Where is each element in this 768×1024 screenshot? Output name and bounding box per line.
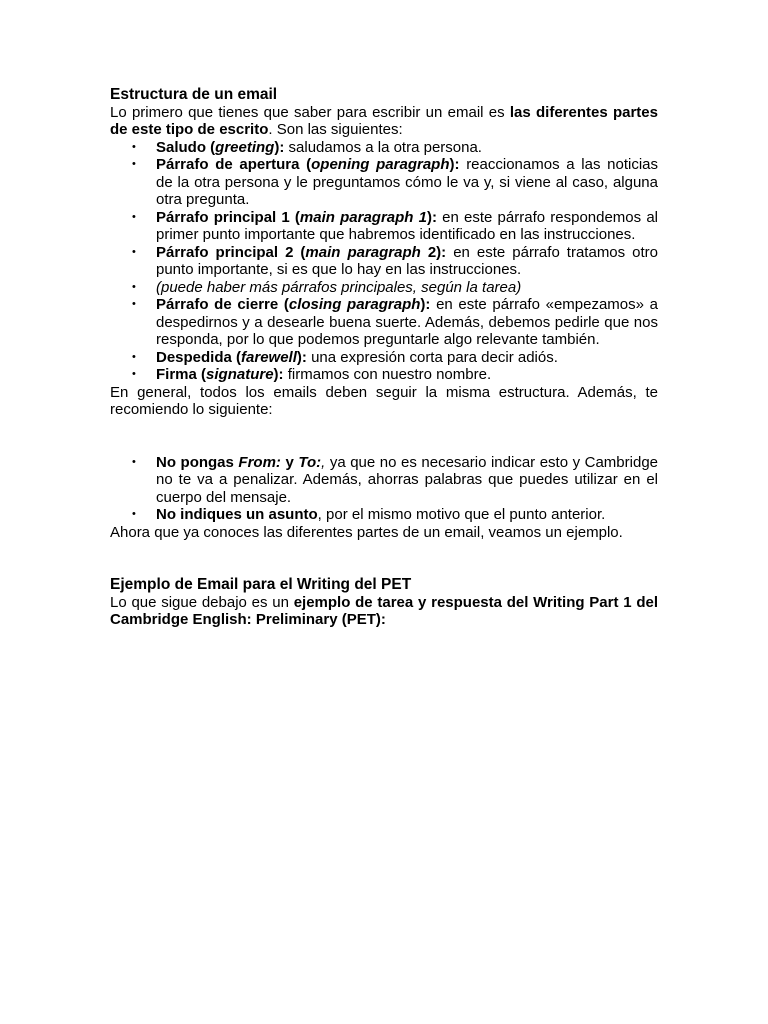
blank-line — [110, 419, 658, 454]
item-bold-italic: signature — [206, 366, 274, 383]
item-bold: ): — [426, 208, 437, 226]
tip-bold: No pongas — [156, 453, 239, 471]
tip-text: , por el mismo motivo que el punto anterior. — [317, 506, 606, 523]
item-text: una expresión corta para decir adiós. — [306, 348, 558, 366]
item-bold-italic: closing paragraph — [288, 296, 421, 313]
tip-bold-italic: From: — [238, 453, 281, 471]
structure-list — [110, 139, 658, 384]
item-bold: Párrafo de cierre ( — [156, 296, 289, 313]
item-bold-italic: main paragraph — [305, 243, 421, 261]
tip-bold-italic: To: — [298, 453, 322, 471]
item-bold: ): — [274, 138, 285, 156]
item-bold: Saludo ( — [156, 138, 216, 156]
item-bold-italic: greeting — [215, 138, 275, 156]
intro-paragraph — [110, 104, 658, 139]
tip-bold: No indiques un asunto — [156, 506, 318, 523]
item-bold: Despedida ( — [156, 348, 242, 366]
item-text: en este párrafo tratamos otro punto importante, si es que lo hay en las instrucciones. — [156, 243, 659, 278]
list-item-apertura — [110, 156, 658, 209]
item-italic: (puede haber más párrafos principales, según la tarea) — [156, 278, 522, 296]
item-bold: Párrafo principal 2 ( — [156, 243, 306, 261]
list-item-principal-2 — [110, 244, 658, 279]
example-bold: ejemplo de tarea y respuesta del Writing Part 1 del Cambridge English: Preliminary (PET): — [110, 593, 658, 628]
list-item-firma — [110, 366, 658, 384]
list-item-saludo — [110, 139, 658, 157]
tip-italic: , — [321, 453, 326, 471]
intro-bold: las diferentes partes de este tipo de escrito — [110, 103, 658, 138]
item-bold: 2): — [420, 243, 447, 261]
item-text: saludamos a la otra persona. — [284, 138, 482, 156]
list-item-principal-1 — [110, 209, 658, 244]
item-bold: Párrafo principal 1 ( — [156, 208, 300, 226]
list-item-tip-from-to — [110, 454, 658, 507]
item-bold: ): — [420, 296, 431, 313]
section-heading-example: Ejemplo de Email para el Writing del PET — [110, 576, 412, 593]
closing-paragraph: Ahora que ya conoces las diferentes partes de un email, veamos un ejemplo. — [110, 523, 623, 541]
item-bold: ): — [449, 156, 460, 173]
item-text: reaccionamos a las noticias de la otra persona y le preguntamos cómo le va y, si viene al caso, alguna otra pregunta. — [156, 156, 659, 208]
blank-line — [110, 541, 658, 576]
document-body — [110, 86, 658, 629]
intro-text-2: . Son las siguientes: — [268, 121, 403, 138]
example-text: Lo que sigue debajo es un — [110, 593, 294, 611]
section-heading-structure: Estructura de un email — [110, 86, 278, 103]
tip-text: ya que no es necesario indicar esto y Cambridge no te va a penalizar. Además, ahorras palabras que puedes utilizar en el cuerpo del mensaje. — [156, 453, 658, 506]
item-bold: Firma ( — [156, 366, 207, 383]
item-bold: ): — [273, 366, 284, 383]
tip-bold: y — [280, 453, 299, 471]
item-text: firmamos con nuestro nombre. — [283, 366, 492, 383]
intro-text-1: Lo primero que tienes que saber para escribir un email es — [110, 103, 510, 121]
item-bold-italic: opening paragraph — [311, 156, 450, 173]
item-text: en este párrafo respondemos al primer punto importante que habremos identificado en las instrucciones. — [156, 208, 659, 243]
list-item-tip-asunto — [110, 506, 658, 524]
example-paragraph — [110, 594, 658, 629]
item-text: en este párrafo «empezamos» a despedirnos y a desearle buena suerte. Además, debemos pedirle que nos responda, por lo que podemos preguntarle algo relevante también. — [156, 296, 658, 348]
list-item-despedida — [110, 349, 658, 367]
item-bold: ): — [296, 348, 307, 366]
list-item-cierre — [110, 296, 658, 349]
list-item-note — [110, 279, 658, 297]
general-paragraph: En general, todos los emails deben seguir la misma estructura. Además, te recomiendo lo siguiente: — [110, 383, 658, 418]
tips-list — [110, 454, 658, 524]
item-bold: Párrafo de apertura ( — [156, 156, 312, 173]
item-bold-italic: main paragraph 1 — [299, 208, 427, 226]
item-bold-italic: farewell — [241, 348, 297, 366]
